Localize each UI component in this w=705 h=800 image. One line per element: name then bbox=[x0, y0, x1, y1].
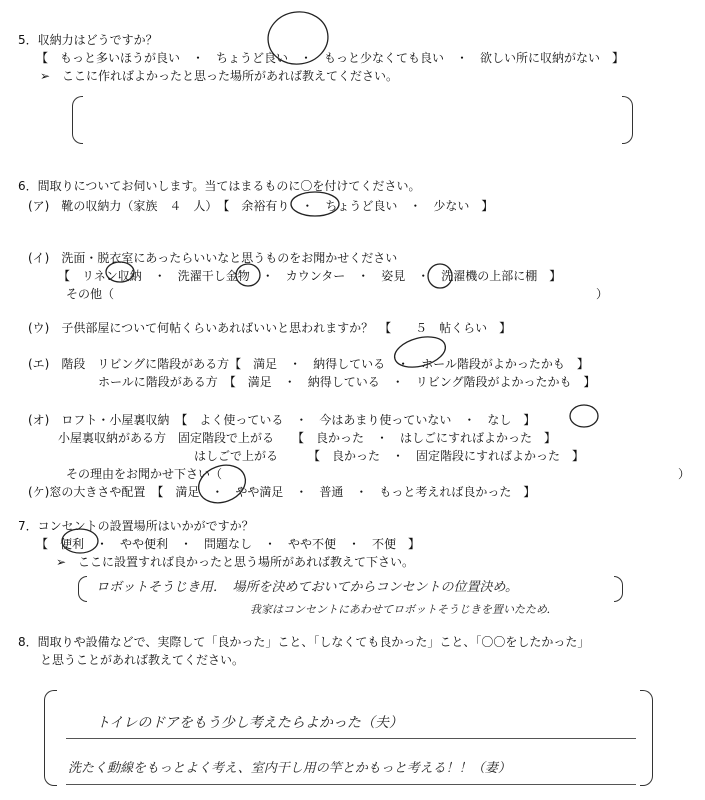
q5-answer-bracket-right bbox=[622, 96, 633, 144]
q5-title: 5．収納力はどうですか？ bbox=[18, 33, 158, 47]
q6-title: 6．間取りについてお伺いします。当てはまるものに〇を付けてください。 bbox=[18, 179, 421, 193]
q8-handwritten-answer-2: 洗たく動線をもっとよく考え、室内干し用の竿とかもっと考える！！（妻） bbox=[68, 761, 511, 776]
q8-title-2: と思うことがあれば教えてください。 bbox=[40, 653, 245, 667]
q8-answer-bracket-right bbox=[640, 690, 653, 786]
q6-i-other-close: ） bbox=[596, 287, 609, 301]
q7-answer-bracket-left bbox=[78, 576, 87, 602]
circle-q6o-nashi bbox=[570, 405, 598, 427]
q6-ke-windows: (ケ)窓の大きさや配置 【 満足 ・ やや満足 ・ 普通 ・ もっと考えれば良かった 】 bbox=[28, 485, 536, 499]
q7-handwritten-answer-2: 我家はコンセントにあわせてロボットそうじきを置いたため． bbox=[250, 603, 558, 616]
q6-e-stairs-living: (エ) 階段 リビングに階段がある方【 満足 ・ 納得している ・ ホール階段がよかったかも 】 bbox=[28, 357, 589, 371]
q8-underline-2 bbox=[66, 784, 636, 785]
q6-i-washroom: (イ) 洗面・脱衣室にあったらいいなと思うものをお聞かせください bbox=[28, 251, 398, 265]
q6-o-reason-close: ） bbox=[678, 467, 691, 481]
q7-options: 【 便利 ・ やや便利 ・ 問題なし ・ やや不便 ・ 不便 】 bbox=[36, 537, 421, 551]
q8-underline-1 bbox=[66, 738, 636, 739]
q6-o-loft: (オ) ロフト・小屋裏収納 【 よく使っている ・ 今はあまり使っていない ・ なし 】 bbox=[28, 413, 536, 427]
q5-options: 【 もっと多いほうが良い ・ ちょうど良い ・ もっと少なくても良い ・ 欲しい所に収納がない 】 bbox=[36, 51, 625, 65]
q6-a-shoe-storage: (ア) 靴の収納力（家族 ４ 人） 【 余裕有り ・ ちょうど良い ・ 少ない 】 bbox=[28, 199, 494, 213]
q7-title: 7．コンセントの設置場所はいかがですか？ bbox=[18, 519, 254, 533]
q8-title: 8．間取りや設備などで、実際して「良かった」こと、「しなくても良かった」こと、「〇〇をしたかった」 bbox=[18, 635, 590, 649]
q7-answer-bracket-right bbox=[614, 576, 623, 602]
q8-handwritten-answer-1: トイレのドアをもう少し考えたらよかった（夫） bbox=[96, 715, 403, 731]
q8-answer-bracket-left bbox=[44, 690, 57, 786]
q6-i-options: 【 リネン収納 ・ 洗濯干し金物 ・ カウンター ・ 姿見 ・ 洗濯機の上部に棚 】 bbox=[58, 269, 562, 283]
q7-sub: ➢ ここに設置すれば良かったと思う場所があれば教えて下さい。 bbox=[56, 555, 415, 569]
q6-o-ladder: はしごで上がる 【 良かった ・ 固定階段にすればよかった 】 bbox=[194, 449, 585, 463]
q6-i-other: その他（ bbox=[66, 287, 115, 301]
q5-answer-bracket-left bbox=[72, 96, 83, 144]
q5-sub: ➢ ここに作ればよかったと思った場所があれば教えてください。 bbox=[40, 69, 399, 83]
q7-handwritten-answer-1: ロボットそうじき用． 場所を決めておいてからコンセントの位置決め。 bbox=[96, 580, 518, 595]
q6-o-reason: その理由をお聞かせ下さい（ bbox=[66, 467, 223, 481]
q6-o-fixed-stairs: 小屋裏収納がある方 固定階段で上がる 【 良かった ・ はしごにすればよかった 】 bbox=[58, 431, 557, 445]
q6-u-kids-room: (ウ) 子供部屋について何帖くらいあればいいと思われますか？ 【 ５ 帖くらい 】 bbox=[28, 321, 512, 335]
q6-e-stairs-hall: ホールに階段がある方 【 満足 ・ 納得している ・ リビング階段がよかったかも 】 bbox=[98, 375, 596, 389]
